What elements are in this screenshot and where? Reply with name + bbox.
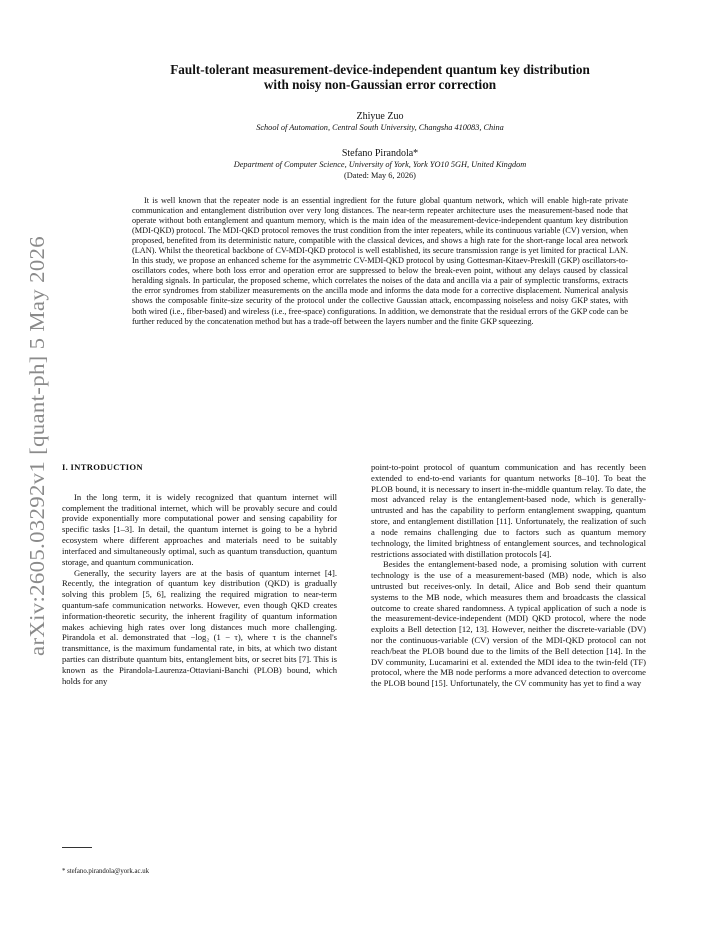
author-affiliation-1: School of Automation, Central South University, Changsha 410083, China xyxy=(256,123,504,132)
footnote-rule xyxy=(62,847,92,848)
author-affiliation-2: Department of Computer Science, University of York, York YO10 5GH, United Kingdom xyxy=(233,160,527,169)
paper-title xyxy=(100,62,660,92)
paper-title-line-2: with noisy non-Gaussian error correction xyxy=(263,77,497,92)
footnote-email: * stefano.pirandola@york.ac.uk xyxy=(62,868,150,875)
abstract: It is well known that the repeater node is an essential ingredient for the future global quantum network, which will enable high-rate private communication and entanglement distribution over very long distances. The near-term repeater architecture uses the measurement-based node that operate without both entanglement and quantum memory, which is the main idea of the measurement-device-independent quantum key distribution (MDI-QKD) protocol. The MDI-QKD protocol removes the trust condition from the inter repeaters, while its continuous variable (CV) version, when proposed, benefited from its deterministic nature, compatible with the classical devices, and shows a high rate for the short-range local area network (LAN). Whilst the theoretical backbone of CV-MDI-QKD protocol is well established, its secure transmission range is yet limited for practical LAN. In this study, we propose an enhanced scheme for the asymmetric CV-MDI-QKD protocol by using Gottesman-Kitaev-Preskill (GKP) oscillators-to-oscillators codes, where both loss error and operation error are suppressed to below the break-even point, without any delays caused by classical heralding signals. In particular, the proposed scheme, which correlates the noises of the data and ancilla via a pair of symplectic transforms, extracts the error syndromes from stabilizer measurements on the ancilla mode and informs the data mode for a corrective displacement. Numerical analysis shows the composable finite-size security of the protocol under the collective Gaussian attack, encompassing noiseless and noisy GKP states, with both wired (i.e., fiber-based) and wireless (i.e., free-space) configurations. In addition, we demonstrate that the residual errors of the GKP code can be further reduced by the concatenation method but has a trade-off between the layers number and the finite GKP squeezing. xyxy=(132,196,628,326)
author-name-1: Zhiyue Zuo xyxy=(356,111,404,122)
author-name-2: Stefano Pirandola* xyxy=(341,148,419,159)
intro-paragraph-2: Generally, the security layers are at the basis of quantum internet [4]. Recently, the integration of quantum key distribution (QKD) is gradually solving this problem [5, 6], realizing the required migration to near-term quantum-safe communication networks. However, even though QKD creates information-theoretic security, the inherent fragility of quantum information makes achieving high rates over long distances much more challenging. Pirandola et al. demonstrated that −log₂ (1 − τ), where τ is the channel's transmittance, is the maximum fundamental rate, in bits, at which two distant parties can distribute quantum bits, entanglement bits, or secret bits [7]. This is known as the Pirandola-Laurenza-Ottaviani-Banchi (PLOB) bound, which holds for any xyxy=(62,567,337,686)
arxiv-stamp-text: arXiv:2605.03292v1 [quant-ph] 5 May 2026 xyxy=(25,268,49,656)
intro-paragraph-4: Besides the entanglement-based node, a promising solution with current technology is the use of a measurement-based (MB) node, which is also untrusted but receives-only. In detail, Alice and Bob send their quantum systems to the MB node, which measures them and broadcasts the classical outcome to create shared randomness. A typical application of such a node is the measurement-device-independent (MDI) QKD protocol, where the node exploits a Bell detection [12, 13]. However, neither the discrete-variable (DV) nor the continuous-variable (CV) version of the MDI-QKD protocol can not reach/beat the PLOB bound due to the limits of the Bell detection [14]. In the DV community, Lucamarini et al. extended the MDI idea to the twin-feld (TF) protocol, where the MB node performs a more advanced detection to overcome the PLOB bound [15]. Unfortunately, the CV community has yet to find a way xyxy=(371,559,646,689)
intro-paragraph-3: point-to-point protocol of quantum communication and has recently been extended to end-to-end variants for quantum networks [8–10]. To beat the PLOB bound, it is necessary to insert in-the-middle quantum relay. To date, the most advanced relay is the entanglement-based node, which is generally-untrusted and has the capability to perform entanglement swapping, quantum store, and entanglement distillation [11]. Unfortunately, the realization of such a node remains challenging due to factors such as quantum memory technology, the limited brightness of entanglement sources, and technological restrictions associated with distillation protocols [4]. xyxy=(371,462,646,559)
date-line: (Dated: May 6, 2026) xyxy=(344,171,416,180)
paper-title-line-1: Fault-tolerant measurement-device-independent quantum key distribution xyxy=(170,62,590,77)
left-column xyxy=(62,462,337,686)
intro-paragraph-1: In the long term, it is widely recognized that quantum internet will complement the traditional internet, which will be provably secure and could provide exponentially more computational power and sensing capability for specific tasks [1–3]. In detail, the quantum internet is going to be a hybrid ecosystem where different approaches and materials need to be suitably interfaced and simultaneously optimal, such as quantum transduction, quantum storage, and quantum communication. xyxy=(62,491,337,567)
arxiv-stamp xyxy=(2,220,62,660)
right-column xyxy=(371,462,646,689)
section-heading: I. INTRODUCTION xyxy=(62,462,143,472)
